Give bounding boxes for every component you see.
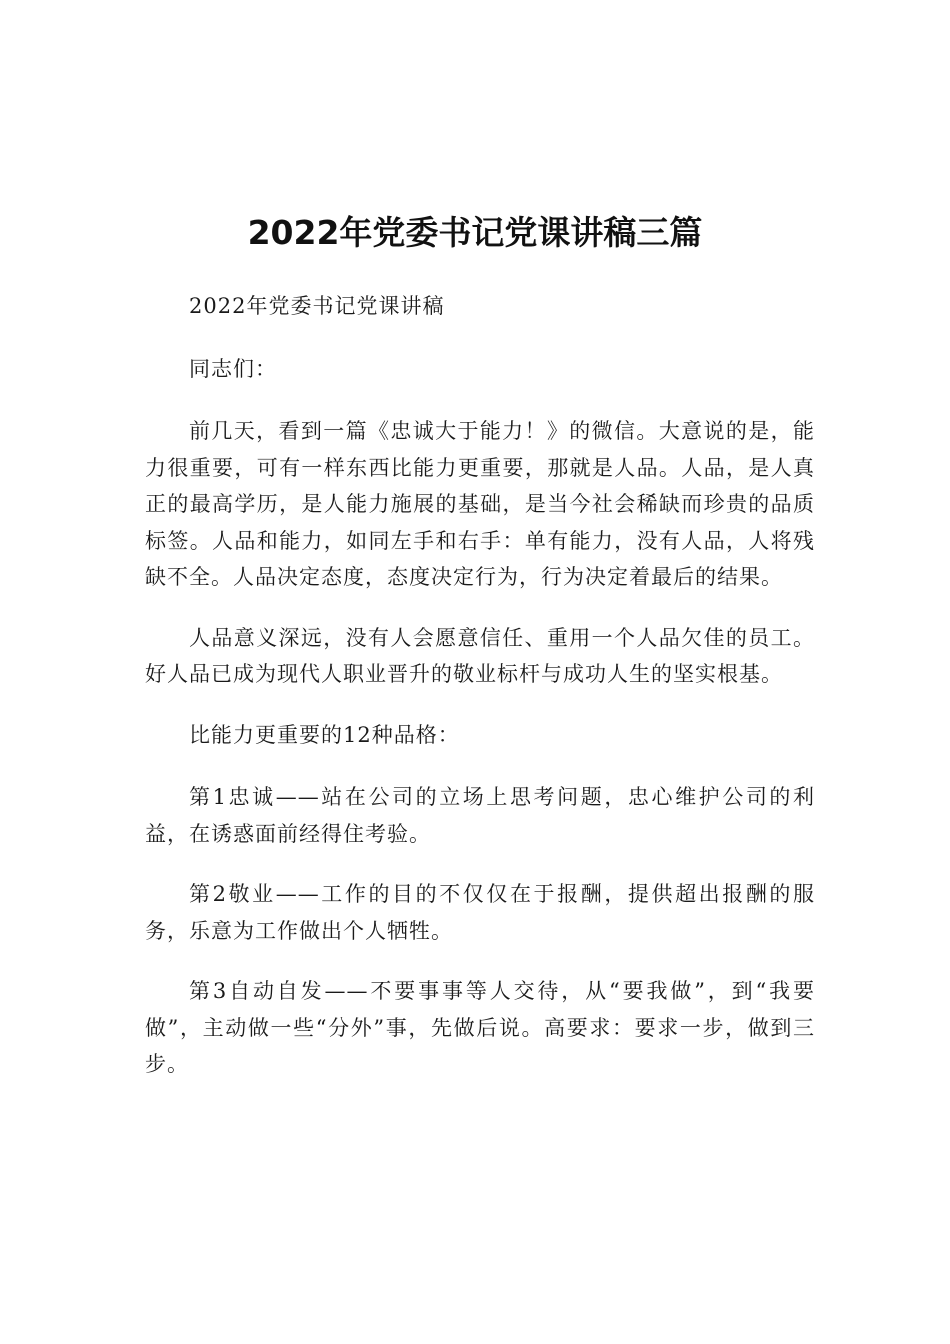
- document-body: [145, 288, 815, 1107]
- document-title: 2022年党委书记党课讲稿三篇: [247, 213, 703, 252]
- paragraph-item-2: 第2敬业——工作的目的不仅仅在于报酬，提供超出报酬的服务，乐意为工作做出个人牺牲。: [145, 882, 815, 943]
- paragraph-character-meaning: 人品意义深远，没有人会愿意信任、重用一个人品欠佳的员工。好人品已成为现代人职业晋升的敬业标杆与成功人生的坚实根基。: [145, 625, 815, 686]
- paragraph-item-1: 第1忠诚——站在公司的立场上思考问题，忠心维护公司的利益，在诱惑面前经得住考验。: [145, 785, 815, 846]
- paragraph-intro: 前几天，看到一篇《忠诚大于能力！》的微信。大意说的是，能力很重要，可有一样东西比能力更重要，那就是人品。人品，是人真正的最高学历，是人能力施展的基础，是当今社会稀缺而珍贵的品质标签。人品和能力，如同左手和右手：单有能力，没有人品，人将残缺不全。人品决定态度，态度决定行为，行为决定着最后的结果。: [145, 419, 815, 589]
- paragraph-subtitle: 2022年党委书记党课讲稿: [189, 294, 445, 318]
- paragraph-item-3: 第3自动自发——不要事事等人交待，从“要我做”，到“我要做”，主动做一些“分外”事，先做后说。高要求：要求一步，做到三步。: [145, 979, 815, 1076]
- paragraph-greeting: 同志们：: [189, 356, 277, 381]
- paragraph-list-heading: 比能力更重要的12种品格：: [189, 722, 460, 747]
